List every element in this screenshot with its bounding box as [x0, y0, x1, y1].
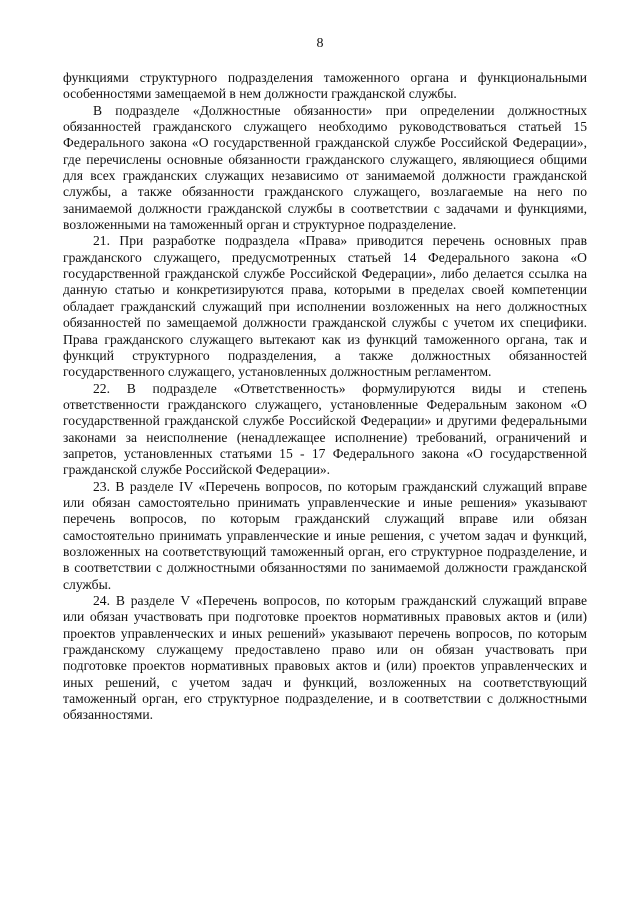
paragraph-duties: В подразделе «Должностные обязанности» при определении должностных обязанностей гражданского служащего необходимо руководствоваться статьей 15 Федерального закона «О государственной гражданской службе Российской Федерации», где перечислены основные обязанности гражданского служащего, являющиеся общими для всех гражданских служащих независимо от занимаемой должности гражданской службы, а также обязанности гражданского служащего, возлагаемые на него по занимаемой должности гражданской службы в соответствии с задачами и функциями, возложенными на таможенный орган и структурное подразделение.: [63, 102, 587, 233]
paragraph-21-rights: 21. При разработке подраздела «Права» приводится перечень основных прав гражданского служащего, предусмотренных статьей 14 Федерального закона «О государственной гражданской службе Российской Федерации», либо делается ссылка на данную статью и конкретизируются права, которыми в пределах своей компетенции обладает гражданский служащий при исполнении возложенных на него должностных обязанностей по замещаемой должности гражданской службы с учетом их специфики. Права гражданского служащего вытекают как из функций таможенного органа, так и функций структурного подразделения, а также должностных обязанностей государственного служащего, установленных должностным регламентом.: [63, 233, 587, 380]
page-number: 8: [316, 36, 324, 51]
paragraph-23-section-iv: 23. В разделе IV «Перечень вопросов, по которым гражданский служащий вправе или обязан самостоятельно принимать управленческие и иные решения» указывают перечень вопросов, по которым гражданский служащий вправе или обязан самостоятельно принимать управленческие и иные решения, с учетом задач и функций, возложенных на соответствующий таможенный орган, его структурное подразделение, и в соответствии с должностными обязанностями по занимаемой должности гражданской службы.: [63, 478, 587, 592]
paragraph-24-section-v: 24. В разделе V «Перечень вопросов, по которым гражданский служащий вправе или обязан участвовать при подготовке проектов нормативных правовых актов и (или) проектов управленческих и иных решений» указывают перечень вопросов, по которым гражданскому служащему предоставлено право или он обязан участвовать при подготовке проектов нормативных правовых актов и (или) проектов управленческих и иных решений, с учетом задач и функций, возложенных на соответствующий таможенный орган, его структурное подразделение, и в соответствии с должностными обязанностями.: [63, 593, 587, 723]
paragraph-continuation: функциями структурного подразделения таможенного органа и функциональными особенностями замещаемой в нем должности гражданской службы.: [63, 70, 587, 102]
document-body: [63, 70, 587, 724]
paragraph-22-responsibility: 22. В подразделе «Ответственность» формулируются виды и степень ответственности гражданского служащего, установленные Федеральным законом «О государственной гражданской службе Российской Федерации» и другими федеральными законами за неисполнение (ненадлежащее исполнение) требований, ограничений и запретов, установленных статьями 15 - 17 Федерального закона «О государственной гражданской службе Российской Федерации».: [63, 380, 587, 478]
